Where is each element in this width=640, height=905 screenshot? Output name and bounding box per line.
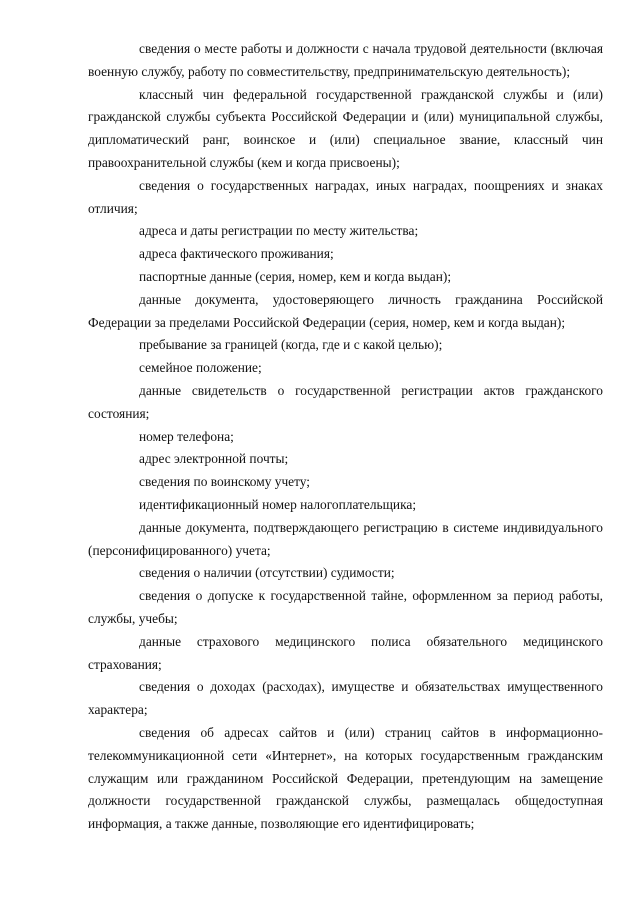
paragraph-abroad-stay: пребывание за границей (когда, где и с какой целью);: [139, 337, 443, 353]
paragraph-foreign-passport: данные документа, удостоверяющего личность гражданина Российской Федерации за пределами Российской Федерации (серия, номер, кем и когда выдан);: [88, 291, 603, 330]
paragraph-class-rank: классный чин федеральной государственной гражданской службы и (или) гражданской службы субъекта Российской Федерации и (или) муниципальной службы, дипломатический ранг, воинское и (или) специальное звание, классный чин правоохранительной службы (кем и когда присвоены);: [88, 86, 603, 170]
paragraph-phone: номер телефона;: [139, 428, 234, 444]
paragraph-tax-id: идентификационный номер налогоплательщика;: [139, 496, 417, 512]
paragraph-state-secret: сведения о допуске к государственной тайне, оформленном за период работы, службы, учебы;: [88, 588, 603, 626]
paragraph-actual-address: адреса фактического проживания;: [139, 246, 334, 262]
paragraph-registration-address: адреса и даты регистрации по месту жительства;: [139, 223, 419, 239]
paragraph-passport: паспортные данные (серия, номер, кем и когда выдан);: [139, 268, 452, 284]
paragraph-income: сведения о доходах (расходах), имуществе и обязательствах имущественного характера;: [88, 679, 603, 718]
paragraph-pension-registration: данные документа, подтверждающего регистрацию в системе индивидуального (персонифицированного) учета;: [88, 519, 603, 558]
paragraph-marital-status: семейное положение;: [139, 360, 262, 376]
paragraph-criminal-record: сведения о наличии (отсутствии) судимости;: [139, 565, 395, 581]
paragraph-email: адрес электронной почты;: [139, 451, 289, 467]
paragraph-work-history: сведения о месте работы и должности с начала трудовой деятельности (включая военную службу, работу по совместительству, предпринимательскую деятельность);: [88, 41, 603, 79]
paragraph-civil-certificates: данные свидетельств о государственной регистрации актов гражданского состояния;: [88, 382, 603, 421]
paragraph-military-record: сведения по воинскому учету;: [139, 474, 311, 490]
paragraph-websites: сведения об адресах сайтов и (или) страниц сайтов в информационно-телекоммуникационной сети «Интернет», на которых государственным гражданским служащим или гражданином Российской Федерации, претендующим на замещение должности государственной гражданской службы, размещалась общедоступная информация, а также данные, позволяющие его идентифицировать;: [88, 724, 603, 832]
paragraph-medical-policy: данные страхового медицинского полиса обязательного медицинского страхования;: [88, 633, 603, 672]
document-page: [88, 38, 603, 836]
paragraph-awards: сведения о государственных наградах, иных наградах, поощрениях и знаках отличия;: [88, 177, 603, 216]
